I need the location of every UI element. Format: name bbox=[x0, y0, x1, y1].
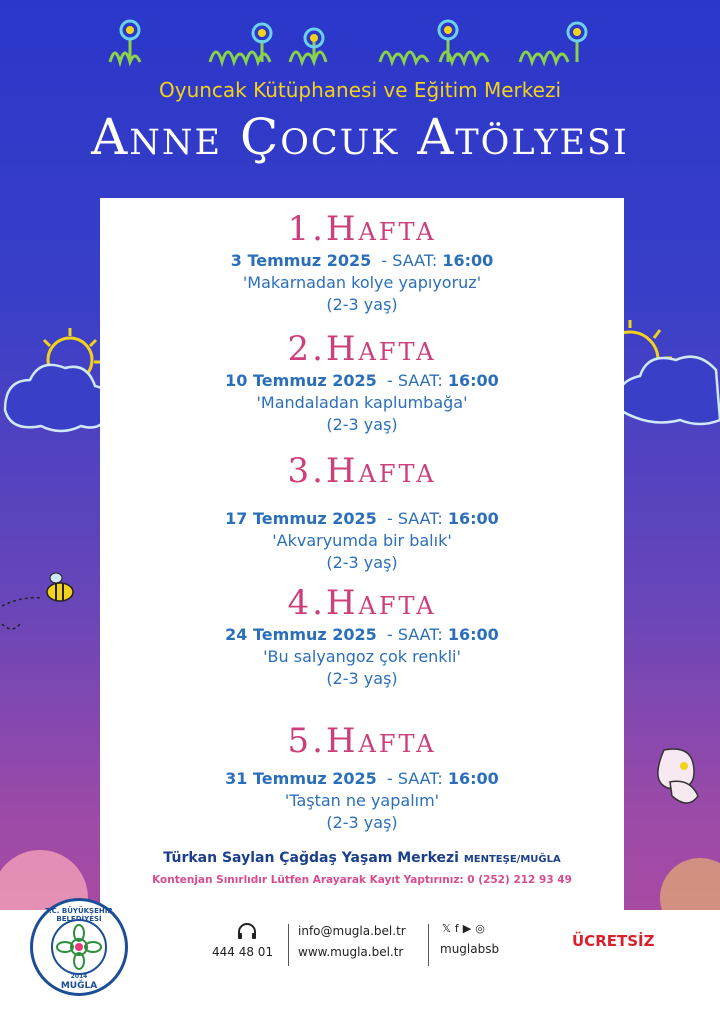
week-date-time bbox=[100, 250, 624, 272]
instagram-icon[interactable]: ◎ bbox=[475, 922, 489, 935]
week-activity: 'Bu salyangoz çok renkli' bbox=[263, 647, 461, 666]
week-age: (2-3 yaş) bbox=[326, 553, 398, 572]
week-block bbox=[100, 450, 624, 574]
week-time: 16:00 bbox=[447, 769, 499, 788]
social-icons bbox=[442, 922, 489, 935]
week-saat-label: - SAAT: bbox=[386, 769, 443, 788]
butterfly-icon bbox=[650, 740, 720, 810]
week-time: 16:00 bbox=[447, 509, 499, 528]
week-saat-label: - SAAT: bbox=[381, 251, 438, 270]
footer-divider bbox=[288, 924, 289, 966]
subtitle: Oyuncak Kütüphanesi ve Eğitim Merkezi bbox=[158, 78, 561, 102]
week-date: 17 Temmuz 2025 bbox=[225, 509, 377, 528]
logo-year: 2014 bbox=[70, 973, 88, 980]
week-saat-label: - SAAT: bbox=[386, 371, 443, 390]
week-age: (2-3 yaş) bbox=[326, 295, 398, 314]
phone-number[interactable]: 444 48 01 bbox=[212, 945, 274, 959]
week-saat-label: - SAAT: bbox=[386, 509, 443, 528]
week-heading: 1.Hafta bbox=[287, 209, 437, 249]
email-link[interactable]: info@mugla.bel.tr bbox=[298, 924, 406, 938]
week-date: 24 Temmuz 2025 bbox=[225, 625, 377, 644]
week-date-time bbox=[100, 508, 624, 530]
week-block bbox=[100, 720, 624, 834]
week-heading: 5.Hafta bbox=[287, 721, 437, 761]
week-age: (2-3 yaş) bbox=[326, 813, 398, 832]
week-block bbox=[100, 582, 624, 690]
registration-note: Kontenjan Sınırlıdır Lütfen Arayarak Kayıt Yaptırınız: 0 (252) 212 93 49 bbox=[152, 874, 572, 886]
week-activity: 'Makarnadan kolye yapıyoruz' bbox=[242, 273, 482, 292]
week-date: 10 Temmuz 2025 bbox=[225, 371, 377, 390]
week-age: (2-3 yaş) bbox=[326, 669, 398, 688]
bee-icon bbox=[0, 568, 90, 638]
logo-emblem bbox=[51, 919, 107, 975]
week-time: 16:00 bbox=[447, 625, 499, 644]
headset-icon bbox=[236, 922, 258, 942]
venue-name: Türkan Saylan Çağdaş Yaşam Merkezi bbox=[163, 850, 459, 866]
week-saat-label: - SAAT: bbox=[386, 625, 443, 644]
municipality-logo bbox=[30, 898, 128, 996]
week-block bbox=[100, 208, 624, 316]
week-age: (2-3 yaş) bbox=[326, 415, 398, 434]
week-activity: 'Akvaryumda bir balık' bbox=[272, 531, 452, 550]
week-activity: 'Mandaladan kaplumbağa' bbox=[256, 393, 468, 412]
venue-place: MENTEŞE/MUĞLA bbox=[463, 854, 561, 865]
week-block bbox=[100, 328, 624, 436]
flowers-decoration bbox=[0, 0, 720, 80]
facebook-icon[interactable]: f bbox=[454, 922, 463, 935]
x-icon[interactable]: 𝕏 bbox=[442, 922, 455, 935]
schedule-card bbox=[100, 198, 624, 910]
week-date-time bbox=[100, 624, 624, 646]
page-title: Anne Çocuk Atölyesi bbox=[91, 108, 629, 166]
week-heading: 4.Hafta bbox=[287, 583, 437, 623]
week-time: 16:00 bbox=[447, 371, 499, 390]
week-heading: 2.Hafta bbox=[287, 329, 437, 369]
flower-emblem-icon bbox=[53, 921, 105, 973]
website-link[interactable]: www.mugla.bel.tr bbox=[298, 945, 404, 959]
week-date-time bbox=[100, 768, 624, 790]
venue bbox=[100, 850, 624, 866]
footer-divider bbox=[428, 924, 429, 966]
week-date-time bbox=[100, 370, 624, 392]
week-time: 16:00 bbox=[442, 251, 494, 270]
social-handle[interactable]: muglabsb bbox=[440, 942, 500, 956]
week-date: 3 Temmuz 2025 bbox=[230, 251, 372, 270]
week-date: 31 Temmuz 2025 bbox=[225, 769, 377, 788]
free-label: ÜCRETSİZ bbox=[572, 932, 655, 950]
logo-bottom-text: MUĞLA bbox=[60, 981, 98, 991]
youtube-icon[interactable]: ▶ bbox=[462, 922, 476, 935]
logo-top-text: T.C. BÜYÜKŞEHİR BELEDİYESİ bbox=[45, 907, 113, 923]
week-activity: 'Taştan ne yapalım' bbox=[284, 791, 440, 810]
week-heading: 3.Hafta bbox=[287, 451, 437, 491]
